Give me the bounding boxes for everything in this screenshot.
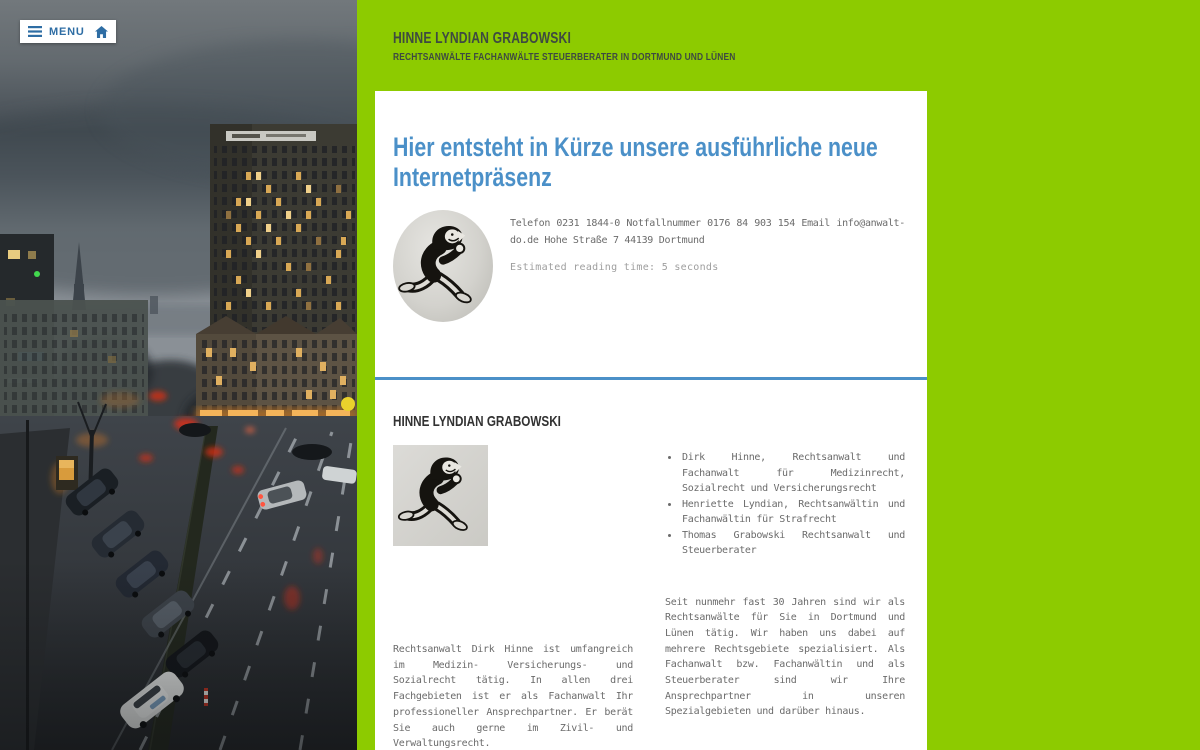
team-member: • Thomas Grabowski Rechtsanwalt und Steuerberater bbox=[680, 528, 905, 559]
menu-label: MENU bbox=[49, 25, 85, 38]
about-right-column bbox=[665, 445, 905, 750]
home-button[interactable] bbox=[95, 26, 108, 38]
running-man-icon bbox=[393, 210, 493, 322]
paragraph-dirk-hinne: Rechtsanwalt Dirk Hinne ist umfangreich im Medizin- Versicherungs- und Sozialrecht tätig. In allen drei Fachgebieten ist er als Fachanwalt Ihr professioneller Ansprechpartner. Er berät Sie auch gerne im Zivil- und Verwaltungsrecht. bbox=[393, 644, 633, 750]
paragraph-firm-history: Seit nunmehr fast 30 Jahren sind wir als Rechtsanwälte für Sie in Dortmund und Lünen tätig. Wir haben uns dabei auf mehrere Rechtsgebiete spezialisiert. Als Fachanwalt bzw. Fachanwältin und als Steuerberater sind wir Ihre Ansprechpartner in unseren Spezialgebieten und darüber hinaus. bbox=[665, 596, 905, 718]
office-tower bbox=[210, 124, 357, 338]
menu-button[interactable] bbox=[20, 20, 116, 43]
running-man-icon bbox=[393, 445, 488, 546]
content-card bbox=[375, 91, 927, 750]
hero-heading: Hier entsteht in Kürze unsere ausführliche neue Internetpräsenz bbox=[393, 132, 878, 192]
kiosk bbox=[56, 456, 78, 490]
site-title: HINNE LYNDIAN GRABOWSKI bbox=[393, 30, 572, 47]
section-divider bbox=[375, 377, 927, 380]
firm-logo-circle bbox=[393, 210, 493, 322]
about-heading: HINNE LYNDIAN GRABOWSKI bbox=[393, 413, 561, 430]
hero-row bbox=[393, 210, 905, 322]
team-list bbox=[665, 450, 905, 559]
firm-logo-square bbox=[393, 445, 488, 546]
street-photo-scene bbox=[0, 0, 357, 750]
main-area bbox=[357, 0, 1200, 750]
contact-info: Telefon 0231 1844-0 Notfallnummer 0176 84 903 154 Email info@anwalt-do.de Hohe Straße 7 44139 Dortmund bbox=[510, 218, 905, 246]
site-subtitle: RECHTSANWÄLTE FACHANWÄLTE STEUERBERATER IN DORTMUND UND LÜNEN bbox=[393, 51, 736, 63]
street-photo bbox=[0, 0, 357, 750]
site-header bbox=[357, 0, 1200, 63]
home-icon bbox=[95, 26, 108, 38]
shop-sign bbox=[341, 397, 355, 411]
reading-time: Estimated reading time: 5 seconds bbox=[510, 262, 719, 273]
about-left-column bbox=[393, 445, 633, 750]
about-grid bbox=[393, 445, 905, 750]
team-member: • Dirk Hinne, Rechtsanwalt und Fachanwalt für Medizinrecht, Sozialrecht und Versicherungsrecht bbox=[680, 450, 905, 497]
hero-info bbox=[510, 210, 905, 322]
hamburger-icon bbox=[28, 26, 42, 37]
team-member: • Henriette Lyndian, Rechtsanwältin und Fachanwältin für Strafrecht bbox=[680, 497, 905, 528]
